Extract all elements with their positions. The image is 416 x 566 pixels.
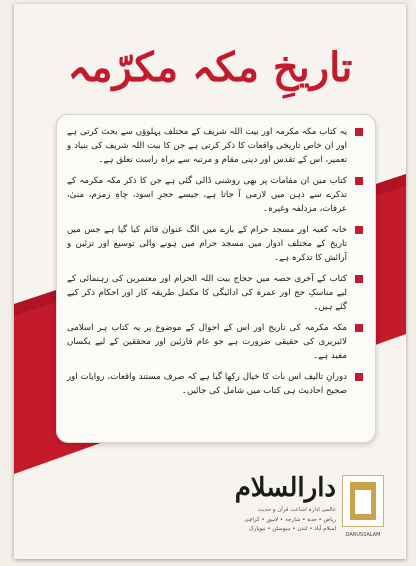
- list-item: [67, 125, 363, 167]
- list-item: [67, 370, 363, 398]
- publisher-block: [194, 471, 384, 541]
- list-item: [67, 321, 363, 363]
- list-item-text: کتاب کے آخری حصہ میں حجاج بیت اللہ الحرام اور معتمرین کی رہنمائی کے لیے مناسکِ حج اور عمرہ کی ادائیگی کا مکمل طریقہ کار اور احکام ذکر کیے گئے ہیں۔: [67, 274, 347, 312]
- list-item-text: یہ کتاب مکہ مکرمہ اور بیت اللہ شریف کے مختلف پہلوؤں سے بحث کرتی ہے اور ان خاص تاریخی واقعات کا ذکر کرتی ہے جن کا بیت اللہ شریف کی بنیاد و تعمیر، اس کے تقدس اور دینی مقام و مرتبہ سے براہ راست تعلق ہے۔: [67, 127, 347, 165]
- list-item-text: مکہ مکرمہ کی تاریخ اور اس کے احوال کے موضوع پر یہ کتاب ہر اسلامی لائبریری کی حقیقی ضرورت ہے جو عام قارئین اور محققین کے لیے یکساں مفید ہے۔: [67, 323, 347, 361]
- publisher-cities-line1: ریاض • جدہ • شارجہ • لاہور • کراچی: [244, 517, 336, 523]
- square-bullet-icon: [355, 177, 363, 185]
- book-cover: [14, 4, 406, 559]
- publisher-tagline: عالمی ادارہ اشاعت قرآن و حدیث: [257, 507, 336, 513]
- publisher-logo-icon: [342, 475, 384, 538]
- logo-caption: DARUSSALAM: [345, 532, 381, 538]
- list-item-text: کتاب میں ان مقامات پر بھی روشنی ڈالی گئی ہے جن کا ذکر مکہ مکرمہ کے تذکرے سے ذہن میں لازمی آ جاتا ہے، جیسے حجرِ اسود، چاہِ زمزم، منیٰ، عرفات، مزدلفہ وغیرہ۔: [67, 176, 347, 214]
- publisher-name: دارالسلام: [234, 473, 336, 503]
- square-bullet-icon: [355, 226, 363, 234]
- description-panel: [56, 114, 376, 443]
- list-item-text: دورانِ تالیف اس بات کا خیال رکھا گیا ہے کہ صرف مستند واقعات، روایات اور صحیح احادیث ہی کتاب میں شامل کی جائیں۔: [67, 372, 347, 396]
- book-title: تاریخِ مکہ مکرّمہ: [67, 44, 353, 91]
- list-item: [67, 174, 363, 216]
- feature-list: [57, 115, 375, 413]
- square-bullet-icon: [355, 373, 363, 381]
- square-bullet-icon: [355, 275, 363, 283]
- list-item-text: خانہ کعبہ اور مسجد حرام کے بارے میں الگ عنوان قائم کیا گیا ہے جس میں تاریخ کے مختلف ادوار میں مسجد حرام میں ہونے والی توسیع اور تزئین و آرائش کا تذکرہ ہے۔: [67, 225, 347, 263]
- square-bullet-icon: [355, 324, 363, 332]
- list-item: [67, 223, 363, 265]
- square-bullet-icon: [355, 128, 363, 136]
- list-item: [67, 272, 363, 314]
- publisher-cities-line2: اسلام آباد • لندن • ہیوسٹن • نیویارک: [248, 526, 336, 532]
